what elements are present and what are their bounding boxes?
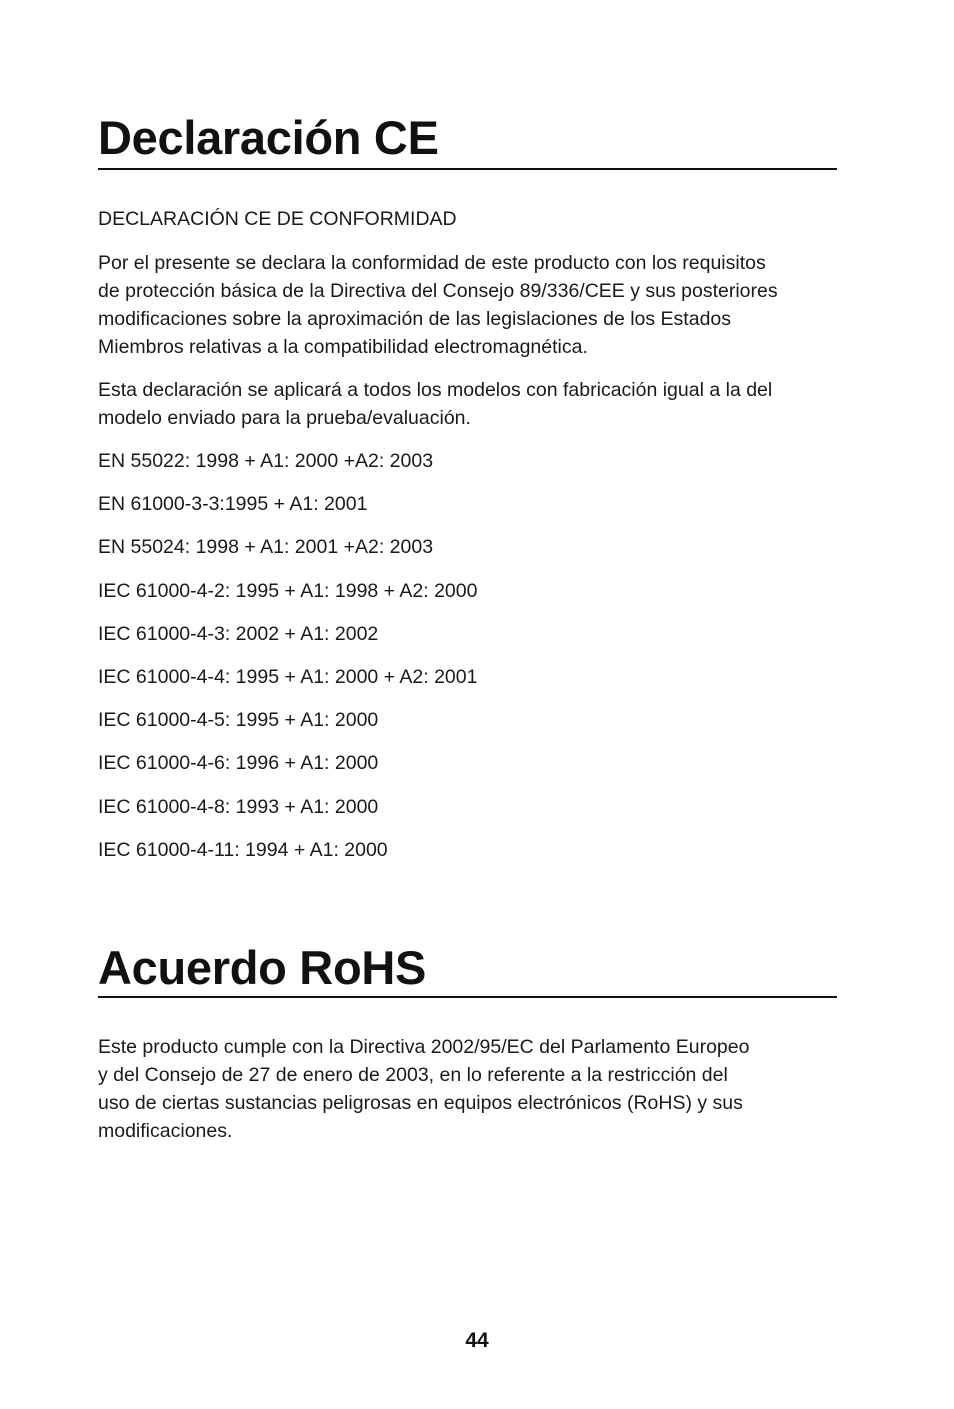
page-number: 44 (465, 1329, 489, 1352)
ce-title-divider (98, 168, 837, 170)
paragraph-line: modificaciones. (98, 1120, 233, 1142)
rohs-title-divider (98, 996, 837, 998)
standards-list (98, 447, 477, 879)
rohs-compliance-paragraph (98, 1033, 837, 1145)
standard-item: IEC 61000-4-3: 2002 + A1: 2002 (98, 622, 379, 645)
standard-item: EN 61000-3-3:1995 + A1: 2001 (98, 493, 368, 516)
paragraph-line: Este producto cumple con la Directiva 2002/95/EC del Parlamento Europeo (98, 1036, 750, 1058)
rohs-section-title: Acuerdo RoHS (98, 941, 427, 994)
ce-conformity-paragraph (98, 249, 837, 361)
paragraph-line: Por el presente se declara la conformidad de este producto con los requisitos (98, 252, 766, 274)
ce-scope-paragraph (98, 376, 837, 432)
paragraph-line: y del Consejo de 27 de enero de 2003, en lo referente a la restricción del (98, 1064, 728, 1086)
paragraph-line: modificaciones sobre la aproximación de las legislaciones de los Estados (98, 308, 732, 330)
ce-conformity-heading: DECLARACIÓN CE DE CONFORMIDAD (98, 208, 457, 230)
ce-section-title: Declaración CE (98, 111, 439, 164)
standard-item: IEC 61000-4-5: 1995 + A1: 2000 (98, 709, 379, 732)
standard-item: IEC 61000-4-8: 1993 + A1: 2000 (98, 795, 379, 818)
paragraph-line: Esta declaración se aplicará a todos los modelos con fabricación igual a la del (98, 379, 773, 401)
standard-item: EN 55022: 1998 + A1: 2000 +A2: 2003 (98, 450, 434, 472)
standard-item: IEC 61000-4-4: 1995 + A1: 2000 + A2: 2001 (98, 665, 478, 688)
paragraph-line: modelo enviado para la prueba/evaluación. (98, 407, 471, 429)
paragraph-line: de protección básica de la Directiva del Consejo 89/336/CEE y sus posteriores (98, 280, 778, 302)
standard-item: IEC 61000-4-6: 1996 + A1: 2000 (98, 752, 379, 775)
standard-item: IEC 61000-4-2: 1995 + A1: 1998 + A2: 2000 (98, 579, 478, 602)
paragraph-line: Miembros relativas a la compatibilidad electromagnética. (98, 336, 588, 358)
standard-item: EN 55024: 1998 + A1: 2001 +A2: 2003 (98, 536, 434, 559)
paragraph-line: uso de ciertas sustancias peligrosas en equipos electrónicos (RoHS) y sus (98, 1092, 743, 1114)
standard-item: IEC 61000-4-11: 1994 + A1: 2000 (98, 838, 388, 861)
